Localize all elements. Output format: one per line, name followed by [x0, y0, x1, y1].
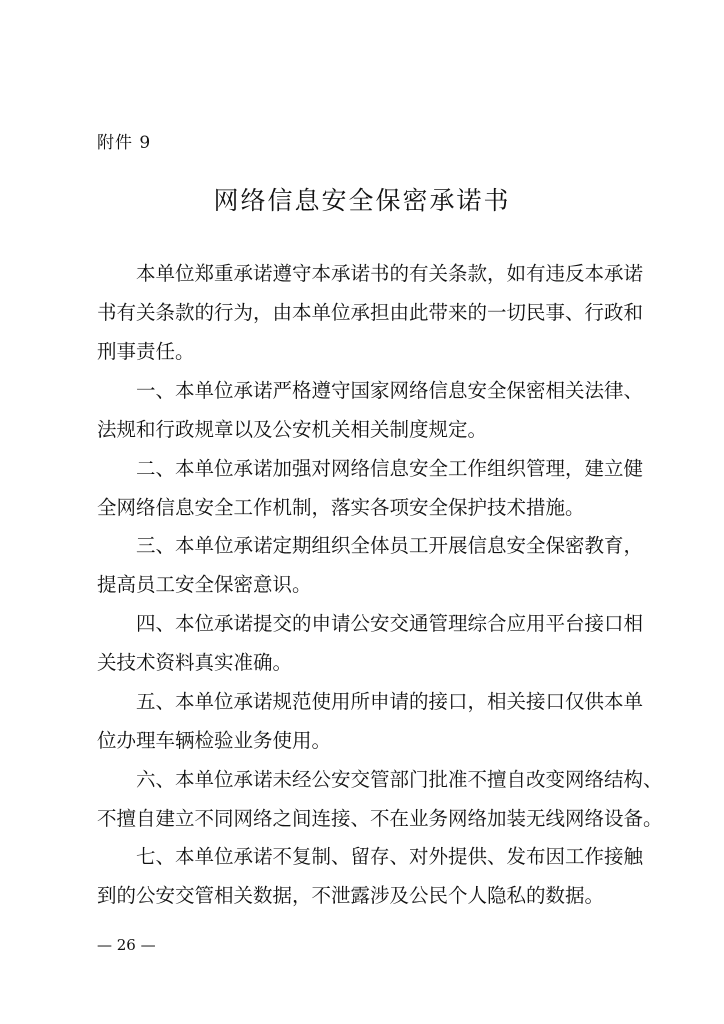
body-line: 不擅自建立不同网络之间连接、不在业务网络加装无线网络设备。 [97, 807, 663, 830]
body-line: 到的公安交管相关数据，不泄露涉及公民个人隐私的数据。 [97, 884, 605, 907]
body-line: 本单位郑重承诺遵守本承诺书的有关条款，如有违反本承诺 [136, 262, 644, 285]
body-line: 全网络信息安全工作机制，落实各项安全保护技术措施。 [97, 496, 585, 519]
document-title: 网络信息安全保密承诺书 [213, 186, 511, 215]
body-line: 四、本位承诺提交的申请公安交通管理综合应用平台接口相 [136, 612, 644, 635]
body-line: 关技术资料真实准确。 [97, 651, 293, 674]
body-line: 法规和行政规章以及公安机关相关制度规定。 [97, 418, 488, 441]
body-line: 刑事责任。 [97, 340, 195, 363]
body-line: 位办理车辆检验业务使用。 [97, 729, 332, 752]
body-line: 书有关条款的行为，由本单位承担由此带来的一切民事、行政和 [97, 301, 644, 324]
body-line: 三、本单位承诺定期组织全体员工开展信息安全保密教育， [136, 534, 644, 557]
attachment-label: 附件 9 [97, 133, 152, 153]
body-line: 六、本单位承诺未经公安交管部门批准不擅自改变网络结构、 [136, 768, 663, 791]
body-line: 七、本单位承诺不复制、留存、对外提供、发布因工作接触 [136, 845, 644, 868]
body-line: 五、本单位承诺规范使用所申请的接口，相关接口仅供本单 [136, 690, 644, 713]
page-number: — 26 — [97, 936, 156, 954]
body-line: 二、本单位承诺加强对网络信息安全工作组织管理，建立健 [136, 457, 644, 480]
body-line: 一、本单位承诺严格遵守国家网络信息安全保密相关法律、 [136, 379, 644, 402]
body-line: 提高员工安全保密意识。 [97, 573, 312, 596]
